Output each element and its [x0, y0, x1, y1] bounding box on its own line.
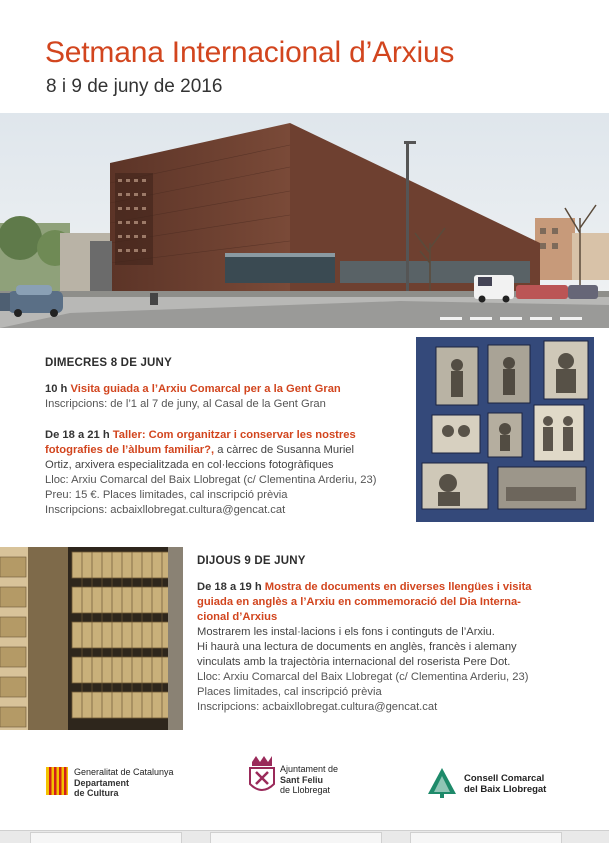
day2-event1: [197, 580, 597, 715]
archive-building-photo: [0, 113, 609, 328]
bottom-tab-1[interactable]: [30, 832, 182, 843]
poster-dates: 8 i 9 de juny de 2016: [46, 76, 223, 97]
day2-event1-place: Lloc: Arxiu Comarcal del Baix Llobregat (c/ Clementina Arderiu, 23): [197, 671, 529, 683]
day1-event1-title: Visita guiada a l’Arxiu Comarcal per a la Gent Gran: [70, 383, 341, 395]
day2-event1-signup: Inscripcions: acbaixllobregat.cultura@gencat.cat: [197, 701, 438, 713]
day2-heading: DIJOUS 9 DE JUNY: [197, 555, 306, 567]
archive-shelves-photo: [0, 547, 183, 730]
day2-event1-desc1: Mostrarem les instal·lacions i els fons i continguts de l’Arxiu.: [197, 626, 495, 638]
ajuntament-logo: [248, 756, 368, 800]
consell-line2: del Baix Llobregat: [464, 783, 547, 795]
generalitat-dept: Departament: [74, 777, 130, 788]
day1-event1: [45, 382, 405, 412]
sant-feliu-crest-icon: [248, 756, 276, 796]
catalan-flag-icon: [46, 767, 68, 795]
bottom-tab-2[interactable]: [210, 832, 382, 843]
day1-event2-place: Lloc: Arxiu Comarcal del Baix Llobregat (c/ Clementina Arderiu, 23): [45, 474, 377, 486]
day1-event2-title-a: Taller: Com organitzar i conservar les nostres: [112, 429, 356, 441]
tree-icon: [426, 766, 458, 798]
ajuntament-line1: Ajuntament de: [280, 764, 339, 774]
day1-event2: [45, 428, 415, 518]
day2-event1-limits: Places limitades, cal inscripció prèvia: [197, 686, 382, 698]
day2-event1-title-a: Mostra de documents en diverses llengües i visita: [264, 581, 532, 593]
generalitat-culture: de Cultura: [74, 788, 119, 798]
day1-event2-signup: Inscripcions: acbaixllobregat.cultura@gencat.cat: [45, 504, 286, 516]
day1-event2-price: Preu: 15 €. Places limitades, cal inscripció prèvia: [45, 489, 288, 501]
day1-event2-time: De 18 a 21 h: [45, 429, 110, 441]
consell-comarcal-logo: [426, 766, 576, 800]
day1-heading: DIMECRES 8 DE JUNY: [45, 357, 172, 369]
day2-event1-desc3: vinculats amb la trajectòria internacional del roserista Pere Dot.: [197, 656, 511, 668]
generalitat-name: Generalitat de Catalunya: [74, 767, 174, 777]
day2-event1-desc2: Hi haurà una lectura de documents en anglès, francès i alemany: [197, 641, 517, 653]
day1-event1-signup: Inscripcions: de l’1 al 7 de juny, al Casal de la Gent Gran: [45, 398, 326, 410]
day1-event2-byline-b: Ortiz, arxivera especialitzada en col·leccions fotogràfiques: [45, 459, 334, 471]
day2-event1-title-c: cional d’Arxius: [197, 611, 278, 623]
generalitat-logo: [46, 765, 226, 801]
day2-event1-title-b: guiada en anglès a l’Arxiu en commemoració del Dia Interna-: [197, 596, 521, 608]
day1-event2-title-b: fotografies de l’àlbum familiar?,: [45, 444, 215, 456]
consell-line1: Consell Comarcal: [464, 773, 545, 784]
ajuntament-line3: de Llobregat: [280, 785, 331, 795]
day1-event1-time: 10 h: [45, 383, 68, 395]
poster-title: Setmana Internacional d’Arxius: [45, 36, 455, 69]
day2-event1-time: De 18 a 19 h: [197, 581, 262, 593]
ajuntament-line2: Sant Feliu: [280, 774, 324, 785]
bottom-tab-3[interactable]: [410, 832, 562, 843]
day1-event2-byline-a: a càrrec de Susanna Muriel: [217, 444, 355, 456]
family-album-photo: [416, 337, 594, 522]
